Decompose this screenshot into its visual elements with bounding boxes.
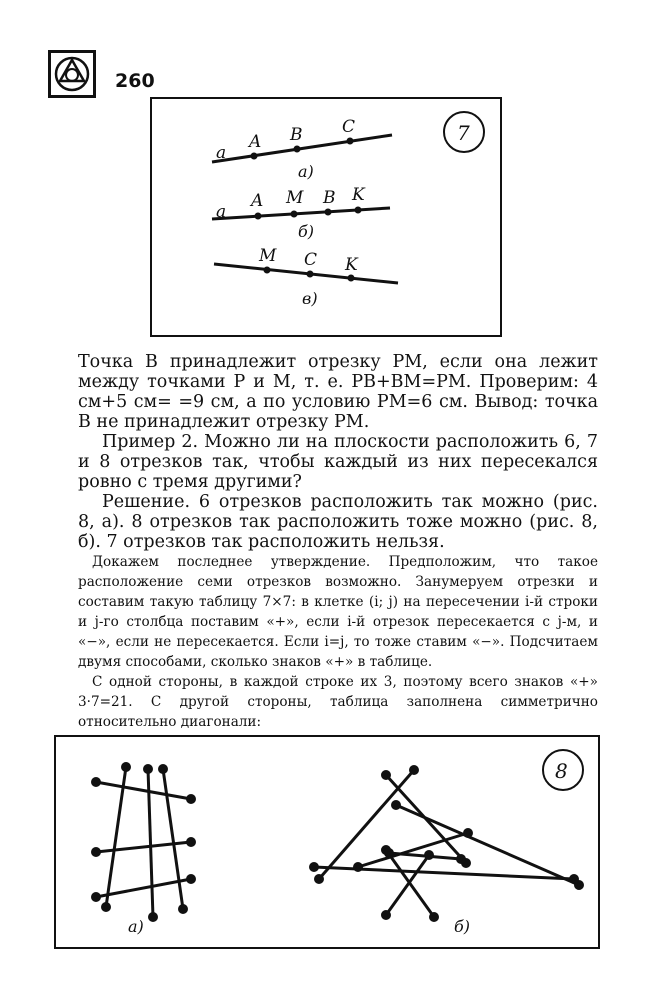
point-C: C: [342, 117, 356, 137]
point-K-b: K: [352, 185, 365, 205]
point-K-c: K: [345, 255, 358, 275]
page-number: 260: [115, 70, 155, 92]
main-text: [78, 352, 598, 552]
paragraph-2: Пример 2. Можно ли на плоскости расположить 6, 7 и 8 отрезков так, чтобы каждый из них пересекался ровно с тремя другими?: [78, 432, 598, 492]
proof-paragraph-2: С одной стороны, в каждой строке их 3, поэтому всего знаков «+» 3·7=21. С другой стороны, таблица заполнена симметрично относительно диагонали:: [78, 674, 598, 730]
point-A: A: [249, 132, 262, 152]
figure-7: [150, 97, 502, 337]
point-M-b: M: [286, 188, 304, 208]
figure-7-number: 7: [457, 121, 470, 145]
point-B-b: B: [323, 188, 336, 208]
caption-b: б): [298, 222, 315, 241]
triangle-circle-logo-icon: [48, 50, 96, 98]
caption-8a: а): [128, 917, 144, 936]
proof-paragraph-1: Докажем последнее утверждение. Предположим, что такое расположение семи отрезков возможно. Занумеруем отрезки и составим такую таблицу 7×7: в клетке (i; j) на пересечении i-й строки и j-го столбца поставим «+», если i-й отрезок пересекается с j-м, и «−», если не пересекается. Если i=j, то тоже ставим «−». Подсчитаем двумя способами, сколько знаков «+» в таблице.: [78, 554, 598, 670]
caption-c: в): [302, 289, 318, 308]
point-C-c: C: [304, 250, 318, 270]
paragraph-1: Точка B принадлежит отрезку PM, если она лежит между точками P и M, т. е. PB+BM=PM. Проверим: 4 см+5 см= =9 см, а по условию PM=6 см. Вывод: точка B не принадлежит отрезку PM.: [78, 352, 598, 432]
point-M-c: M: [259, 246, 277, 266]
caption-8b: б): [454, 917, 471, 936]
point-A-b: A: [251, 191, 264, 211]
paragraph-3: Решение. 6 отрезков расположить так можно (рис. 8, а). 8 отрезков так расположить тоже можно (рис. 8, б). 7 отрезков так расположить нельзя.: [78, 492, 598, 552]
proof-text: [78, 552, 598, 732]
line-a-label-b: a: [216, 202, 227, 222]
point-B: B: [290, 125, 303, 145]
caption-a: а): [298, 162, 314, 181]
figure-8: [54, 735, 600, 949]
figure-8-number: 8: [555, 759, 568, 783]
line-a-label: a: [216, 143, 227, 163]
